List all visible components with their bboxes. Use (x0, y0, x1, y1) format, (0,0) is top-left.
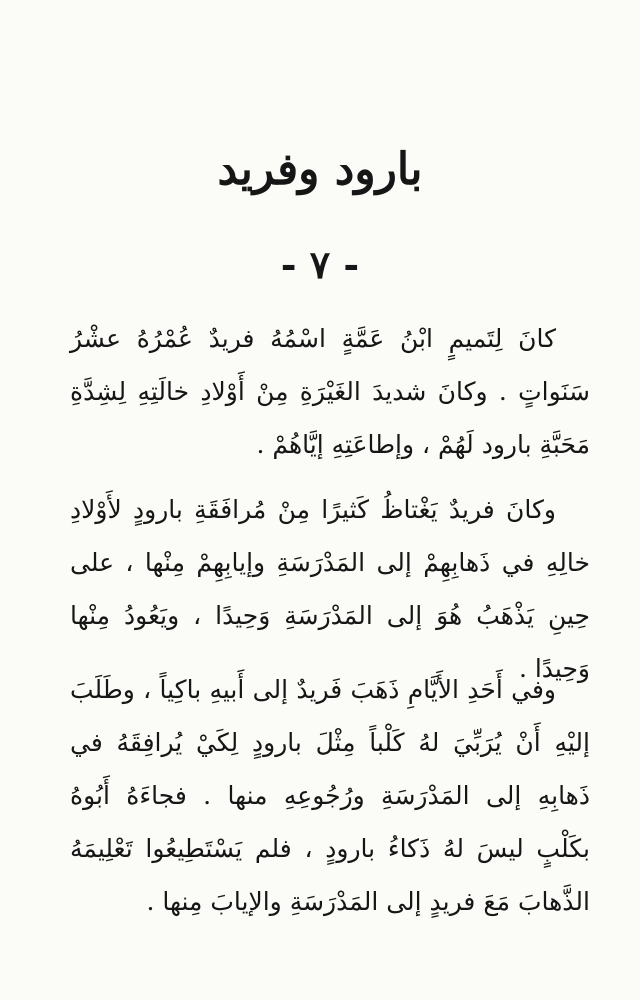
page-title: بارود وفريد (217, 144, 423, 195)
chapter-number: - ٧ - (280, 242, 360, 287)
paragraph-3: وفي أَحَدِ الأَيَّامِ ذَهَبَ فَريدٌ إلى أَبيهِ باكِياً ، وطَلَبَ إليْهِ أَنْ يُرَبِّيَ لهُ كَلْباً مِثْلَ بارودٍ لِكَيْ يُرافِقَهُ في ذَهابِهِ إلى المَدْرَسَةِ ورُجُوعِهِ منها . فجاءَهُ أَبُوهُ بكَلْبٍ ليسَ لهُ ذَكاءُ بارودٍ ، فلم يَسْتَطِيعُوا تَعْلِيمَهُ الذَّهابَ مَعَ فريدٍ إلى المَدْرَسَةِ والإيابَ مِنها . (70, 675, 590, 916)
paragraph-2: وكانَ فريدٌ يَغْتاظُ كَثيرًا مِنْ مُرافَقَةِ بارودٍ لأَوْلادِ خالِهِ في ذَهابِهِمْ إلى المَدْرَسَةِ وإيابِهِمْ مِنْها ، على حِينِ يَذْهَبُ هُوَ إلى المَدْرَسَةِ وَحِيدًا ، ويَعُودُ مِنْها وَحِيدًا . (70, 495, 590, 683)
paragraph-1: كانَ لِتَميمٍ ابْنُ عَمَّةٍ اسْمُهُ فريدٌ عُمْرُهُ عشْرُ سَنَواتٍ . وكانَ شديدَ الغَيْرَةِ مِنْ أَوْلادِ خالَتِهِ لِشِدَّةِ مَحَبَّةِ بارود لَهُمْ ، وإطاعَتِهِ إيَّاهُمْ . (70, 324, 590, 459)
